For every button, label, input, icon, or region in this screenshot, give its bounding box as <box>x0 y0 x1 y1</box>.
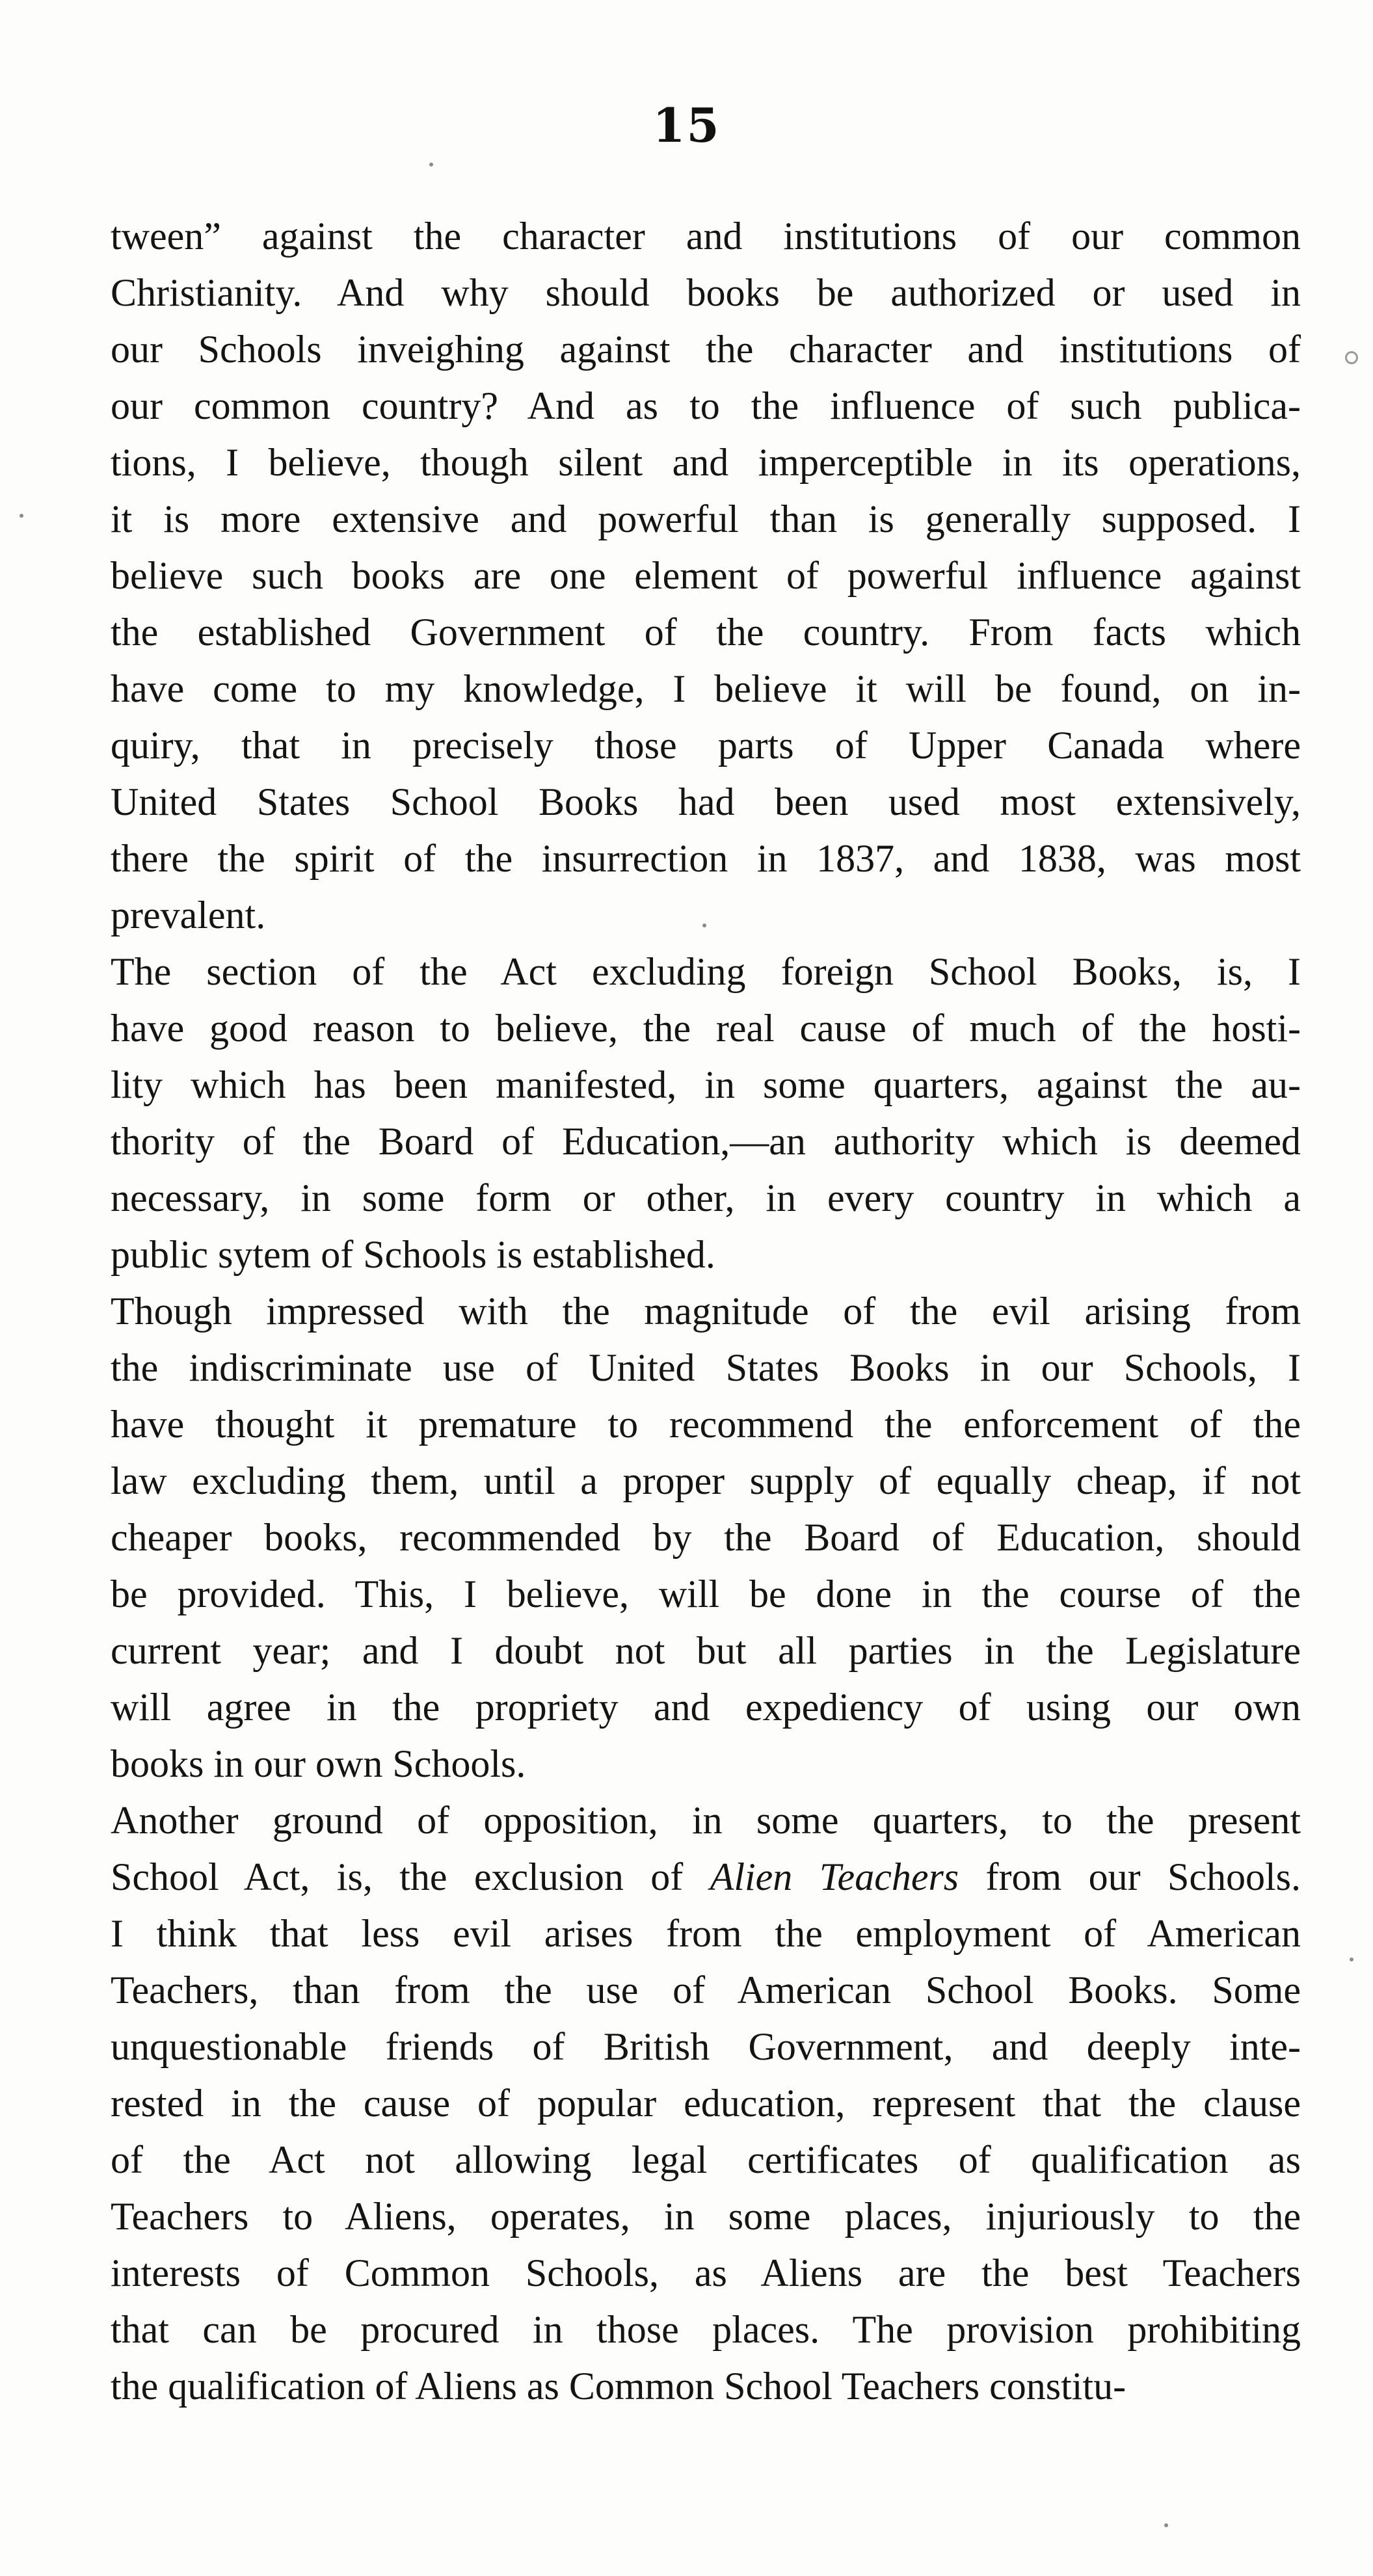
text-line: unquestionable friends of British Government, and deeply inte- <box>111 2025 1301 2068</box>
text-line: Another ground of opposition, in some quarters, to the present <box>111 1799 1301 1842</box>
page-number: 15 <box>652 98 721 153</box>
scan-speck <box>1164 2523 1168 2527</box>
scan-speck <box>429 163 433 166</box>
text-line: thority of the Board of Education,—an authority which is deemed <box>111 1120 1301 1163</box>
text-line: will agree in the propriety and expediency of using our own <box>111 1686 1301 1729</box>
text-line: cheaper books, recommended by the Board of Education, should <box>111 1516 1301 1559</box>
text-line: prevalent. <box>111 894 266 936</box>
text-line: have good reason to believe, the real cause of much of the hosti- <box>111 1007 1301 1050</box>
text-line: interests of Common Schools, as Aliens are the best Teachers <box>111 2251 1301 2294</box>
text-line: the qualification of Aliens as Common School Teachers constitu- <box>111 2365 1126 2408</box>
italic-phrase: Alien Teachers <box>710 1855 959 1898</box>
text-line: public sytem of Schools is established. <box>111 1233 715 1276</box>
text-line: the indiscriminate use of United States Books in our Schools, I <box>111 1346 1301 1389</box>
text-line: have thought it premature to recommend the enforcement of the <box>111 1403 1301 1446</box>
text-line: Teachers, than from the use of American School Books. Some <box>111 1969 1301 2012</box>
text-line: Christianity. And why should books be authorized or used in <box>111 271 1301 314</box>
text-line: I think that less evil arises from the employment of American <box>111 1912 1301 1955</box>
text-line: have come to my knowledge, I believe it will be found, on in- <box>111 667 1301 710</box>
text-line: School Act, is, the exclusion of Alien Teachers from our Schools. <box>111 1855 1301 1898</box>
text-line: tions, I believe, though silent and imperceptible in its operations, <box>111 441 1301 484</box>
text-line: tween” against the character and institutions of our common <box>111 215 1301 258</box>
text-line: there the spirit of the insurrection in 1837, and 1838, was most <box>111 837 1301 880</box>
scan-speck <box>1345 351 1358 364</box>
text-line: our common country? And as to the influence of such publica- <box>111 384 1301 427</box>
text-line: books in our own Schools. <box>111 1742 526 1785</box>
text-line: of the Act not allowing legal certificates of qualification as <box>111 2138 1301 2181</box>
text-line: it is more extensive and powerful than is generally supposed. I <box>111 498 1301 540</box>
text-line: Though impressed with the magnitude of the evil arising from <box>111 1290 1301 1333</box>
paragraph <box>111 1283 1301 1792</box>
text-line: current year; and I doubt not but all parties in the Legislature <box>111 1629 1301 1672</box>
paragraph <box>111 208 1301 944</box>
text-line: the established Government of the country. From facts which <box>111 611 1301 654</box>
text-line: quiry, that in precisely those parts of Upper Canada where <box>111 724 1301 767</box>
body-text <box>111 208 1301 2415</box>
text-line: United States School Books had been used most extensively, <box>111 780 1301 823</box>
text-line: that can be procured in those places. The provision prohibiting <box>111 2308 1301 2351</box>
paragraph <box>111 944 1301 1283</box>
text-line: The section of the Act excluding foreign School Books, is, I <box>111 950 1301 993</box>
text-line: Teachers to Aliens, operates, in some places, injuriously to the <box>111 2195 1301 2238</box>
scan-speck <box>20 514 23 518</box>
paragraph <box>111 1792 1301 2415</box>
text-line: our Schools inveighing against the character and institutions of <box>111 328 1301 371</box>
text-line: be provided. This, I believe, will be done in the course of the <box>111 1573 1301 1615</box>
text-line: lity which has been manifested, in some quarters, against the au- <box>111 1063 1301 1106</box>
text-line: believe such books are one element of powerful influence against <box>111 554 1301 597</box>
text-line: rested in the cause of popular education, represent that the clause <box>111 2082 1301 2125</box>
scan-speck <box>1350 1958 1353 1961</box>
text-line: necessary, in some form or other, in every country in which a <box>111 1176 1301 1219</box>
text-line: law excluding them, until a proper supply of equally cheap, if not <box>111 1459 1301 1502</box>
